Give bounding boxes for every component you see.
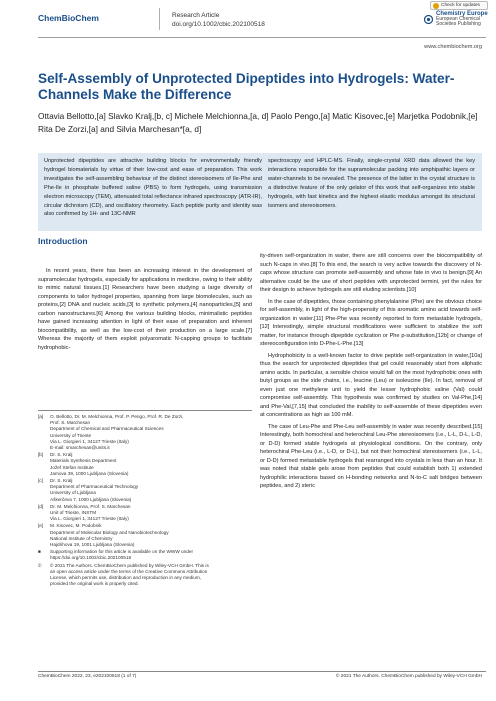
affiliation-entry [38, 523, 252, 548]
header-rule [38, 37, 486, 38]
affiliation-line: E-mail: smarchesan@units.it [50, 445, 110, 451]
left-column [38, 236, 252, 355]
affiliation-entry [38, 563, 252, 588]
affiliation-entry [38, 414, 252, 451]
affiliation-line: National Institute of Chemistry [50, 535, 113, 541]
affiliation-line: Via L. Giorgieri 1, 34127 Trieste (Italy) [50, 438, 129, 444]
affiliation-line: Dr. S. Kralj [50, 478, 73, 484]
abstract-box [38, 153, 482, 231]
body-paragraph-1: ity-driven self-organization in water, there are still concerns over the biocompatibility of such N-caps in vivo.[8] To this end, the search is very active towards the discovery of N-caps whose structure can promote self-assembly and whose fate in vivo is benign.[9] An alternative could be the use of short peptides with unprotected termini, yet the rules for their design to achieve hydrogels are still eluding scientists.[10] [260, 253, 482, 293]
header-divider [159, 8, 160, 30]
footer-citation: ChemBioChem 2022, 23, e202100518 (1 of 7) [38, 674, 137, 679]
journal-name: ChemBioChem [38, 13, 99, 23]
affiliation-line: Aškerčeva 7, 1000 Ljubljana (Slovenia) [50, 496, 132, 502]
affiliation-line: Unit of Trieste, INSTM [50, 510, 97, 516]
affiliation-line: Department of Chemical and Pharmaceutical Sciences [50, 426, 164, 432]
affiliation-line: Jamova 39, 1000 Ljubljana (Slovenia) [50, 470, 129, 476]
affiliation-line: Department of Pharmaceutical Technology [50, 484, 139, 490]
affiliations [38, 414, 252, 588]
body-paragraph-2: In the case of dipeptides, those containing phenylalanine (Phe) are the obvious choice for self-assembly, in light of the high-propensity of this aromatic amino acid towards self-organization in water.[11] Phe-Phe was recently reported to form metastable hydrogels,[12] Interestingly, simple structural modifications were sufficient to stabilize the soft matter, for instance through dipeptide cyclization or Phe p-substitution,[12b] or change of stereoconfiguration into D-Phe-L-Phe.[13] [260, 298, 482, 347]
doi-link[interactable]: doi.org/10.1002/cbic.202100518 [172, 21, 265, 28]
footer-copyright: © 2021 The Authors. ChemBioChem published by Wiley-VCH GmbH [335, 674, 482, 679]
abstract-left: Unprotected dipeptides are attractive building blocks for environmentally friendly hydrogel biomaterials by virtue of their low-cost and ease of preparation. This work investigates the self-assembling behaviour of the distinct stereoisomers of Ile-Phe and Phe-Ile in phosphate buffered saline (PBS) to form hydrogels, using transmission electron microscopy (TEM), attenuated total reflectance infrared spectroscopy (ATR-IR), circular dichroism (CD), and oscillatory rheometry. Each peptide purity and identity was also confirmed by 1H- and 13C-NMR [44, 158, 262, 218]
affiliation-body [50, 414, 184, 451]
affiliation-key: [c] [38, 478, 43, 484]
logo-title: Chemistry Europe [436, 11, 488, 17]
intro-paragraph-1: In recent years, there has been an increasing interest in the development of supramolecular hydrogels, especially for applications in medicine, owing to their ability to mimic natural tissues.[1] Researchers have been studying a large diversity of components to tailor hydrogel properties, spanning from large biomolecules, such as proteins,[2] DNA and nucleic acids,[3] to synthetic polymers,[4] nanoparticles,[5] and carbon nanostructures.[6] Among the various building blocks, minimalistic peptides have gained increasing attention in light of their ease of preparation and inherent biocompatibility, as well as the low-cost of their production on a large scale.[7] Whereas the majority of them exploit polyaromatic N-capping groups to facilitate hydrophobic- [38, 268, 252, 351]
body-paragraph-4: The case of Leu-Phe and Phe-Leu self-assembly in water was recently described.[15] Interestingly, both homochiral and heterochiral Leu-Phe stereoisomers (i.e., L-L, D-L, L-D, or D-D) formed stable hydrogels at physiological conditions. On the contrary, only heterochiral Phe-Leu (i.e., L-D, or D-L), but not their homochiral stereoisomers (i.e., L-L, or D-D) formed metastable hydrogels that rearranged into crystals in less than an hour. It was noted that stable gels arose from peptides that could establish both 1) extended hydrophilic interactions based on H-bonding networks and N-to-C salt bridges between peptides, and 2) steric [260, 423, 482, 489]
author-list: Ottavia Bellotto,[a] Slavko Kralj,[b, c] Michele Melchionna,[a, d] Paolo Pengo,[a] Matic Kisovec,[e] Marjetka Podobnik,[e] Rita De Zorzi,[a] and Silvia Marchesan*[a, d] [38, 111, 478, 134]
affiliation-line: Jožef Stefan Institute [50, 464, 94, 470]
affiliation-line: O. Bellotto, Dr. M. Melchionna, Prof. P. Pengo, Prof. R. De Zorzi, [50, 414, 184, 419]
affiliation-line: Via L. Giorgieri 1, 34127 Trieste (Italy) [50, 516, 129, 522]
update-check-icon [433, 3, 439, 9]
affiliation-key: [e] [38, 523, 44, 529]
affiliation-line: Dr. M. Melchionna, Prof. S. Marchesan [50, 503, 131, 509]
affiliation-line: M. Kisovec, M. Podobnik [50, 523, 102, 529]
affiliation-line: Materials Synthesis Department [50, 458, 117, 464]
affiliation-body [50, 504, 131, 523]
article-type: Research Article [172, 12, 220, 19]
check-for-updates-button[interactable] [430, 1, 488, 10]
affiliation-line: Supporting information for this article is available on the WWW under [50, 549, 194, 555]
affiliation-line: © 2021 The Authors. ChemBioChem published by Wiley-VCH GmbH. This is [50, 562, 209, 568]
affiliation-body [50, 549, 193, 561]
affiliation-entry [38, 504, 252, 523]
affiliation-line: University of Ljubljana [50, 490, 96, 496]
affiliation-entry [38, 549, 252, 561]
affiliation-key: © [38, 562, 42, 568]
affiliation-body [50, 523, 169, 548]
affiliation-line: Prof. S. Marchesan [50, 420, 91, 426]
affiliation-line: provided the original work is properly cited. [50, 581, 139, 587]
affiliation-body [50, 452, 128, 477]
chemistry-europe-logo [436, 12, 488, 27]
body-paragraph-3: Hydrophobicity is a well-known factor to drive peptide self-organization in water,[10a] thus the search for unprotected dipeptides that gel could reasonably start from aliphatic amino acids. In particular, a sensible choice would fall on the most hydrophobic ones with butyl groups as the side chains, i.e., leucine (Leu) or isoleucine (Ile). In fact, removal of even just one methylene unit to yield the lesser hydrophobic valine (Val) could compromise self-assembly. This hypothesis was confirmed by studies on Val-Phe,[14] and Phe-Val,[7,15] that concluded the inability to self-assemble of these dipeptides even at concentrations as high as 100 mM. [260, 352, 482, 418]
check-updates-label: Check for updates [441, 3, 480, 8]
affiliation-line: License, which permits use, distribution and reproduction in any medium, [50, 575, 202, 581]
affiliation-key: [b] [38, 452, 44, 458]
chemistry-europe-icon [424, 15, 433, 24]
footer-rule [38, 671, 486, 672]
affiliation-line: Dr. S. Kralj [50, 452, 73, 458]
affiliation-key: [d] [38, 503, 44, 509]
affiliation-line: Hajdrihova 19, 1001 Ljubljana (Slovenia) [50, 542, 135, 548]
logo-sub-2: Societies Publishing [436, 21, 481, 27]
affiliation-key: ■ [38, 549, 41, 555]
affiliation-line: University of Trieste [50, 432, 92, 438]
abstract-right: spectroscopy and HPLC-MS. Finally, single-crystal XRD data allowed the key interactions responsible for the supramolecular packing into amphipathic layers or water-channels to be revealed. The presence of the latter in the crystal structure is a distinctive feature of the only gelator of this work that self-organizes into stable hydrogels, with fast kinetics and the highest elastic modulus amongst its structural isomers and stereoisomers. [268, 158, 475, 209]
right-column [260, 252, 482, 494]
affiliation-entry [38, 452, 252, 477]
affiliation-body [50, 478, 138, 503]
logo-sub-1: European Chemical [436, 16, 480, 22]
article-title: Self-Assembly of Unprotected Dipeptides into Hydrogels: Water-Channels Make the Difference [38, 71, 455, 102]
affiliation-line: Department of Molecular Biology and Nanobiotechnology [50, 529, 169, 535]
website-link[interactable]: www.chembiochem.org [424, 44, 482, 50]
affiliation-body [50, 563, 209, 588]
affiliation-rule [38, 410, 252, 411]
affiliation-key: [a] [38, 414, 44, 419]
affiliation-line: https://doi.org/10.1002/cbic.202100518 [50, 555, 132, 561]
affiliation-entry [38, 478, 252, 503]
section-heading-introduction: Introduction [38, 236, 88, 246]
affiliation-line: an open access article under the terms of the Creative Commons Attribution [50, 568, 208, 574]
